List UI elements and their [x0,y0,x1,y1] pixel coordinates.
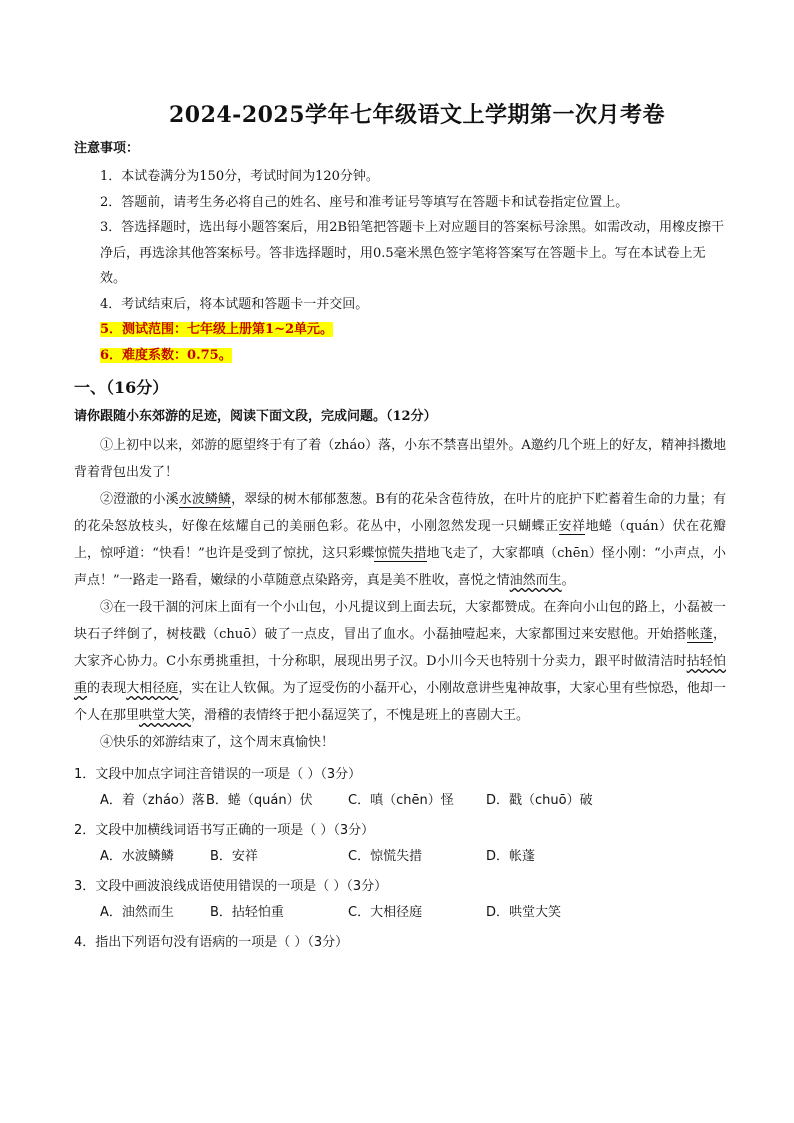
exam-body [74,138,726,954]
wavy-underlined-idiom: 哄堂大笑 [139,708,192,723]
option-c: C．大相径庭 [348,905,423,920]
wavy-underlined-idiom: 大相径庭 [126,681,179,696]
option-d: D．哄堂大笑 [486,905,562,920]
wavy-underlined-idiom: 拈轻怕重 [74,654,726,696]
section-1-heading: 一、（16分） [74,378,169,397]
option-b: B．蜷（quán）伏 [206,793,313,808]
notice-item-5 [74,317,726,343]
passage-paragraph-3 [74,594,726,729]
passage-text: 。 [561,573,575,588]
notice-item-2: 2．答题前，请考生务必将自己的姓名、座号和准考证号等填写在答题卡和试卷指定位置上。 [100,194,629,210]
passage-text: ③在一段干涸的河床上面有一个小山包，小凡提议到上面去玩，大家都赞成。在奔向小山包的路上，小磊被一块石子绊倒了，树枝戳（chuō）破了一点皮，冒出了血水。小磊抽噎起来，大家都围过来安慰他。开始搭 [74,600,726,642]
option-b: B．拈轻怕重 [210,905,284,920]
question-4-stem: 4．指出下列语句没有语病的一项是（ ）（3分） [74,935,349,950]
notice-item-3: 3．答选择题时，选出每小题答案后，用2B铅笔把答题卡上对应题目的答案标号涂黑。如需改动，用橡皮擦干净后，再选涂其他答案标号。答非选择题时，用0.5毫米黑色签字笔将答案写在答题卡上。写在本试卷上无效。 [100,220,725,286]
option-a: A．着（zháo）落 [100,793,205,808]
question-1-stem: 1．文段中加点字词注音错误的一项是（ ）（3分） [74,767,362,782]
test-scope-highlight: 5．测试范围：七年级上册第1~2单元。 [100,322,334,337]
difficulty-highlight: 6．难度系数：0.75。 [100,347,232,363]
passage-text: ，实在让人钦佩。为了逗受伤的小磊开心，小刚故意讲些鬼神故事，大家心里有些惊恐，他却一个人在那里 [74,681,726,723]
notice-heading: 注意事项： [74,141,140,156]
underlined-word: 惊慌失措 [374,546,427,561]
option-c: C．嗔（chēn）怪 [348,793,454,808]
underlined-word: 安祥 [558,519,586,534]
question-3-options [74,902,726,924]
question-3-stem: 3．文段中画波浪线成语使用错误的一项是（ ）（3分） [74,879,388,894]
passage-text: 地飞走了，大家都嗔（chēn）怪小刚：“小声点，小声点！”一路走一路看，嫩绿的小草随意点染路旁，真是美不胜收，喜悦之情 [74,546,726,588]
wavy-underlined-idiom: 油然而生 [509,573,562,588]
notice-item-4: 4．考试结束后，将本试题和答题卡一并交回。 [100,296,369,312]
passage-paragraph-2 [74,486,726,594]
option-a: A．油然而生 [100,905,174,920]
passage-text: ②澄澈的小溪 [100,492,179,507]
question-2-stem: 2．文段中加横线词语书写正确的一项是（ ）（3分） [74,823,375,838]
underlined-word: 水波鳞鳞 [178,492,232,507]
passage-paragraph-1: ①上初中以来，郊游的愿望终于有了着（zháo）落，小东不禁喜出望外。A邀约几个班上的好友，精神抖擞地背着背包出发了！ [74,438,726,480]
question-1-options [74,790,726,812]
option-d: D．戳（chuō）破 [486,793,593,808]
passage-text: 的表现 [87,681,127,696]
notice-item-1: 1．本试卷满分为150分，考试时间为120分钟。 [100,169,379,184]
question-2-options [74,846,726,868]
underlined-word: 帐蓬 [686,627,713,642]
passage-text: ，大家齐心协力。C小东勇挑重担，十分称职，展现出男子汉。D小川今天也特别十分卖力，跟平时做清洁时 [74,627,726,669]
passage-paragraph-4: ④快乐的郊游结束了，这个周末真愉快！ [100,735,335,750]
option-b: B．安祥 [210,849,258,864]
passage-text: ，滑稽的表情终于把小磊逗笑了，不愧是班上的喜剧大王。 [191,708,530,723]
passage-text: ，翠绿的树木郁郁葱葱。B有的花朵含苞待放，在叶片的庇护下贮蓄着生命的力量；有的花朵怒放枝头，好像在炫耀自己的美丽色彩。花丛中，小刚忽然发现一只蝴蝶正 [74,492,726,534]
option-c: C．惊慌失措 [348,849,423,864]
exam-title: 2024-2025学年七年级语文上学期第一次月考卷 [168,102,666,128]
section-1-instruction: 请你跟随小东郊游的足迹，阅读下面文段，完成问题。（12分） [74,409,437,424]
notice-item-6 [74,343,726,369]
option-a: A．水波鳞鳞 [100,849,174,864]
passage-text: 地蜷（quán）伏在花瓣上，惊呼道：“快看！”也许是受到了惊扰，这只彩蝶 [74,519,726,561]
option-d: D．帐蓬 [486,849,536,864]
